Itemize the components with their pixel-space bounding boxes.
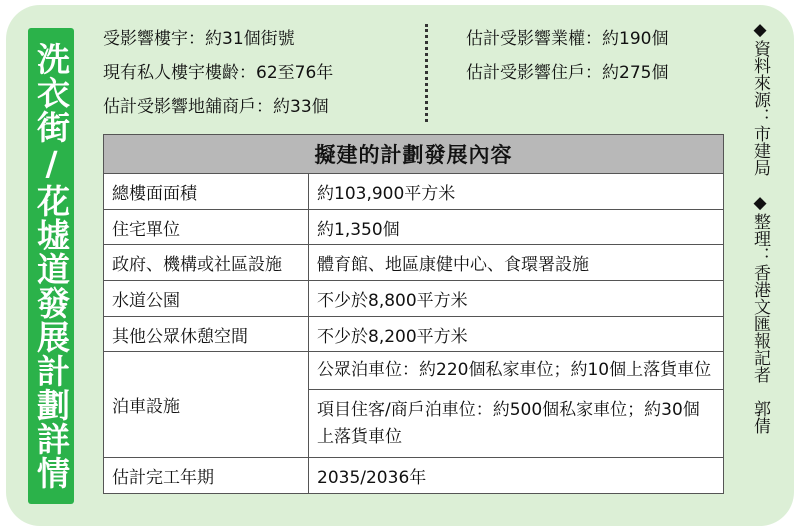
source-credit: ◆資料來源：市建局 ◆整理：香港文匯報記者 郭倩: [750, 20, 770, 434]
table-row: [104, 352, 724, 390]
summary-item: 現有私人樓宇樓齡：62至76年: [103, 63, 334, 83]
summary-item: 估計受影響地舖商戶：約33個: [103, 97, 329, 117]
summary-item: 估計受影響住戶：約275個: [466, 63, 669, 83]
summary-left: [103, 22, 333, 124]
dotted-divider: [425, 24, 428, 122]
table-row: [104, 245, 724, 281]
development-plan-table: [103, 134, 724, 494]
table-heading: 擬建的計劃發展內容: [104, 135, 724, 174]
row-label: 其他公眾休憩空間: [104, 316, 309, 352]
row-value: 體育館、地區康健中心、食環署設施: [309, 245, 724, 281]
summary-item: 受影響樓宇：約31個街號: [103, 29, 295, 49]
table-row: [104, 174, 724, 210]
parking-label: 泊車設施: [104, 352, 309, 458]
table-row: [104, 316, 724, 352]
row-label: 總樓面面積: [104, 174, 309, 210]
row-value: 不少於8,800平方米: [309, 281, 724, 317]
row-label: 估計完工年期: [104, 458, 309, 494]
table-row: [104, 281, 724, 317]
summary-item: 估計受影響業權：約190個: [466, 29, 669, 49]
summary-right: [466, 22, 668, 90]
row-value: 不少於8,200平方米: [309, 316, 724, 352]
table-row: [104, 209, 724, 245]
title-banner: [28, 28, 74, 504]
row-value: 約1,350個: [309, 209, 724, 245]
public-parking-value: 公眾泊車位：約220個私家車位；約10個上落貨車位: [309, 352, 724, 390]
resident-parking-value: 項目住客/商戶泊車位：約500個私家車位；約30個上落貨車位: [309, 390, 724, 458]
row-value: 約103,900平方米: [309, 174, 724, 210]
row-value: 2035/2036年: [309, 458, 724, 494]
table-row: [104, 458, 724, 494]
row-label: 住宅單位: [104, 209, 309, 245]
infographic-title: 洗衣街/花墟道發展計劃詳情: [32, 42, 71, 490]
row-label: 政府、機構或社區設施: [104, 245, 309, 281]
row-label: 水道公園: [104, 281, 309, 317]
